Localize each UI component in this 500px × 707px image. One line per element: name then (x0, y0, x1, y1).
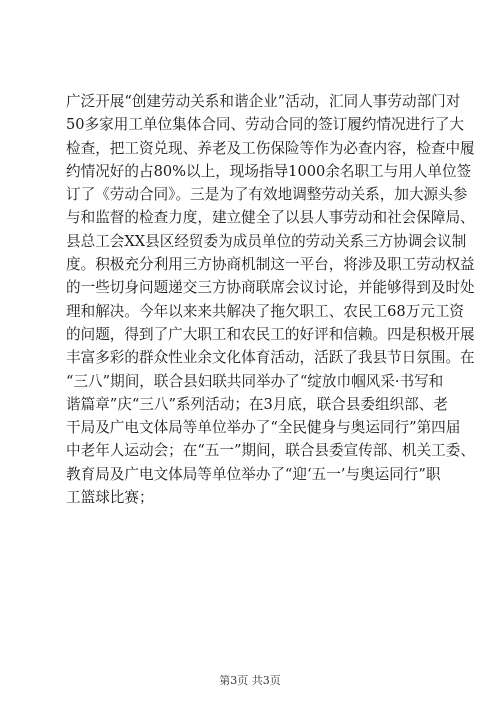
text-line: 广泛开展“创建劳动关系和谐企业”活动，汇同人事劳动部门对 (66, 93, 461, 110)
text-line: 县总工会XX县区经贸委为成员单位的劳动关系三方协调会议制 (66, 232, 467, 250)
text-line: 工篮球比赛； (66, 489, 154, 507)
text-line: 干局及广电文体局等单位举办了“全民健身与奥运同行”第四届 (66, 419, 461, 437)
text-line: 度。积极充分利用三方协商机制这一平台，将涉及职工劳动权益 (66, 256, 475, 274)
text-line: 谐篇章”庆“三八”系列活动；在3月底，联合县委组织部、老 (66, 395, 448, 413)
text-line: 丰富多彩的群众性业余文化体育活动，活跃了我县节日氛围。在 (66, 349, 475, 367)
text-line: 约情况好的占80%以上，现场指导1000余名职工与用人单位签 (66, 162, 472, 180)
text-line: 理和解决。今年以来来共解决了拖欠职工、农民工68万元工资 (66, 302, 465, 320)
document-body (66, 90, 475, 509)
text-line: 与和监督的检查力度，建立健全了以县人事劳动和社会保障局、 (66, 209, 475, 227)
text-line: 检查，把工资兑现、养老及工伤保险等作为必查内容，检查中履 (66, 139, 475, 157)
text-line: 的一些切身问题递交三方协商联席会议讨论，并能够得到及时处 (66, 279, 475, 297)
page-number-footer: 第3页 共3页 (219, 674, 281, 687)
text-line: 教育局及广电文体局等单位举办了“迎‘五一’与奥运同行”职 (66, 465, 441, 483)
text-line: “三八”期间，联合县妇联共同举办了“绽放巾帼风采·书写和 (66, 372, 444, 390)
text-line: 的问题，得到了广大职工和农民工的好评和信赖。四是积极开展 (66, 325, 475, 343)
text-line: 50多家用工单位集体合同、劳动合同的签订履约情况进行了大 (66, 116, 465, 134)
text-line: 订了《劳动合同》。三是为了有效地调整劳动关系，加大源头参 (66, 186, 468, 204)
text-line: 中老年人运动会；在“五一”期间，联合县委宣传部、机关工委、 (66, 442, 475, 460)
